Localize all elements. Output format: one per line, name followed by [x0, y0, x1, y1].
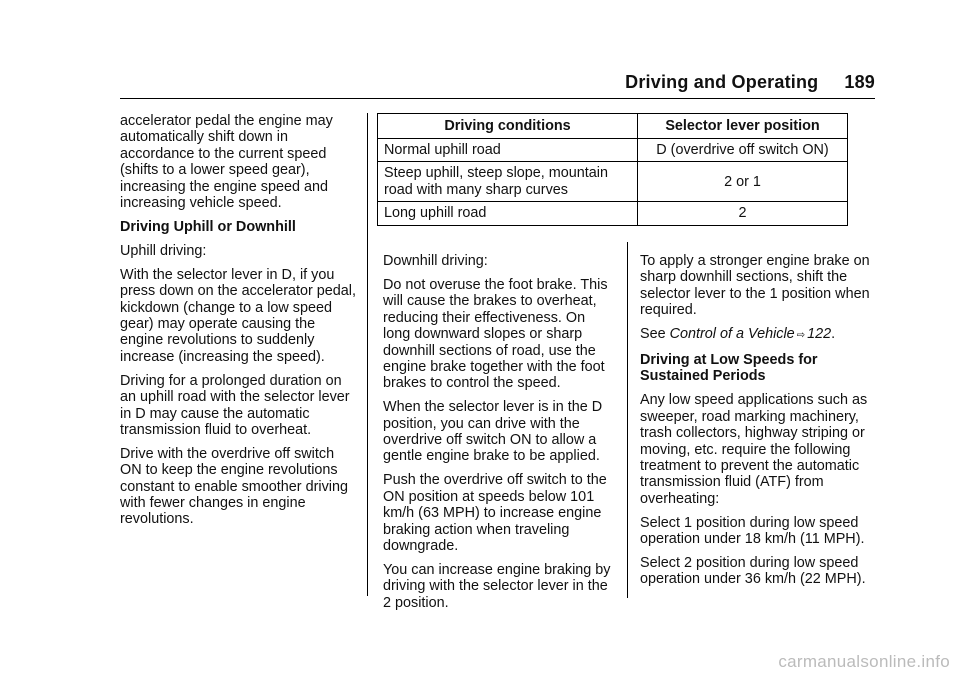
xref-title: Control of a Vehicle	[669, 326, 795, 343]
see-prefix: See	[640, 326, 666, 343]
paragraph: Push the overdrive off switch to the ON position at speeds below 101 km/h (63 MPH) to increase engine braking action when traveling downgrade.	[383, 472, 607, 554]
column-divider-upper	[367, 113, 368, 261]
paragraph: Downhill driving:	[383, 253, 488, 269]
paragraph: Do not overuse the foot brake. This will cause the brakes to overheat, reducing their effectiveness. On long downward slopes or sharp downhill sections of road, use the engine brake together with the foot brakes to control the speed.	[383, 276, 608, 392]
header-rule	[120, 98, 875, 99]
section-heading: Driving at Low Speeds for Sustained Periods	[640, 352, 818, 385]
table-cell: Long uphill road	[378, 202, 638, 225]
paragraph: When the selector lever is in the D position, you can drive with the overdrive off switch ON to allow a gentle engine brake to be applied.	[383, 399, 603, 465]
paragraph: Driving for a prolonged duration on an uphill road with the selector lever in D may cause the automatic transmission fluid to overheat.	[120, 372, 350, 438]
page-number: 189	[844, 72, 875, 92]
paragraph: Uphill driving:	[120, 242, 207, 259]
paragraph: With the selector lever in D, if you press down on the accelerator pedal, kickdown (change to a low speed gear) may operate causing the engine revolutions to suddenly increase (increasing the speed).	[120, 266, 356, 365]
paragraph: accelerator pedal the engine may automatically shift down in accordance to the current speed (shifts to a lower speed gear), increasing the engine speed and increasing vehicle speed.	[120, 113, 333, 212]
cross-reference	[640, 326, 876, 344]
paragraph: Select 2 position during low speed operation under 36 km/h (22 MPH).	[640, 555, 866, 588]
page-header	[625, 72, 875, 93]
page-ref-arrow-icon: ⇨	[796, 330, 806, 342]
column-left	[120, 113, 358, 535]
paragraph: You can increase engine braking by driving with the selector lever in the 2 position.	[383, 561, 611, 611]
paragraph: Any low speed applications such as sweeper, road marking machinery, trash collectors, highway striping or moving, etc. require the following treatment to prevent the automatic transmission fluid (ATF) from overheating:	[640, 392, 868, 507]
table-row	[378, 139, 848, 162]
paragraph: Select 1 position during low speed operation under 18 km/h (11 MPH).	[640, 514, 865, 548]
table-cell: Normal uphill road	[378, 139, 638, 162]
xref-period: .	[831, 326, 836, 343]
table-cell: 2	[638, 202, 848, 225]
column-header: Selector lever position	[638, 114, 848, 139]
paragraph: Drive with the overdrive off switch ON to keep the engine revolutions constant to enable smoother driving with fewer changes in engine revolutions.	[120, 445, 348, 528]
table-header-row	[378, 114, 848, 139]
column-right	[640, 253, 876, 595]
column-divider-lower-right	[627, 242, 628, 598]
table-cell: 2 or 1	[638, 162, 848, 202]
column-divider-lower-left	[367, 258, 368, 596]
watermark: carmanualsonline.info	[778, 652, 950, 671]
paragraph: To apply a stronger engine brake on sharp downhill sections, shift the selector lever to the 1 position when required.	[640, 253, 870, 319]
table-row	[378, 162, 848, 202]
table-cell: Steep uphill, steep slope, mountain road with many sharp curves	[378, 162, 638, 202]
table-cell: D (overdrive off switch ON)	[638, 139, 848, 162]
driving-conditions-table	[377, 113, 848, 226]
section-title: Driving and Operating	[625, 72, 819, 92]
xref-link[interactable]	[670, 326, 831, 342]
section-heading: Driving Uphill or Downhill	[120, 218, 296, 235]
table-row	[378, 202, 848, 225]
xref-page: 122	[807, 326, 832, 343]
column-middle	[383, 253, 615, 619]
column-header: Driving conditions	[378, 114, 638, 139]
